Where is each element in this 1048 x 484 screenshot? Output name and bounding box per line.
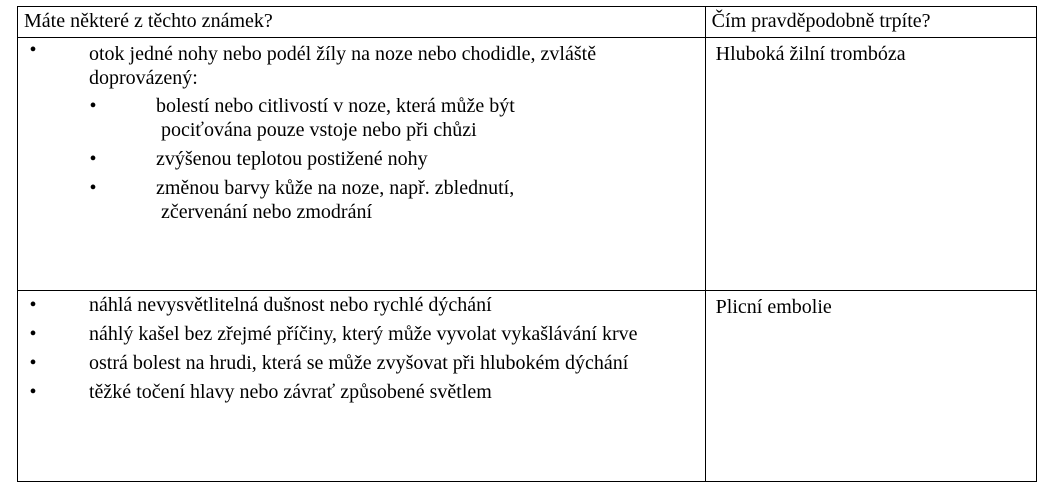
list-item [18,38,705,224]
signs-cell-pe [18,291,706,482]
symptom-text: těžké točení hlavy nebo závrať způsobené světlem [89,381,492,403]
symptom-text: ostrá bolest na hrudi, která se může zvyšovat při hlubokém dýchání [89,352,629,374]
sub-symptom-line2: pociťována pouze vstoje nebo při chůzi [161,119,477,141]
bullet-icon: • [89,177,97,199]
list-item [18,293,705,317]
list-item [89,176,697,224]
bullet-icon: • [89,95,97,117]
list-item [18,351,705,375]
bullet-icon: • [29,323,37,345]
bullet-icon: • [29,381,37,403]
bullet-icon: • [29,294,37,316]
symptom-text: náhlá nevysvětlitelná dušnost nebo rychlé dýchání [89,294,492,316]
header-condition: Čím pravděpodobně trpíte? [705,7,1036,38]
symptom-text: náhlý kašel bez zřejmé příčiny, který může vyvolat vykašlávání krve [89,323,638,345]
diagnosis-dvt: Hluboká žilní trombóza [705,38,1036,291]
bullet-icon: • [89,148,97,170]
header-signs: Máte některé z těchto známek? [18,7,706,38]
list-item [18,322,705,346]
symptom-table [17,6,1037,482]
table-row [18,38,1037,291]
main-symptom: otok jedné nohy nebo podél žíly na noze nebo chodidle, zvláště doprovázený: [89,43,597,89]
sub-symptom-line2: zčervenání nebo zmodrání [161,201,373,223]
bullet-icon: • [29,352,37,374]
sub-symptom-line1: změnou barvy kůže na noze, např. zblednutí, [156,177,515,199]
diagnosis-pe: Plicní embolie [705,291,1036,482]
symptom-list [18,38,705,224]
symptom-list [18,291,705,404]
sub-symptom-list [89,94,697,224]
sub-symptom-line1: bolestí nebo citlivostí v noze, která může být [156,95,515,117]
table-header-row [18,7,1037,38]
list-item [89,94,697,142]
list-item [89,147,697,171]
bullet-icon: • [29,39,37,61]
list-item [18,380,705,404]
sub-symptom-line1: zvýšenou teplotou postižené nohy [156,148,428,170]
signs-cell-dvt [18,38,706,291]
table-row [18,291,1037,482]
